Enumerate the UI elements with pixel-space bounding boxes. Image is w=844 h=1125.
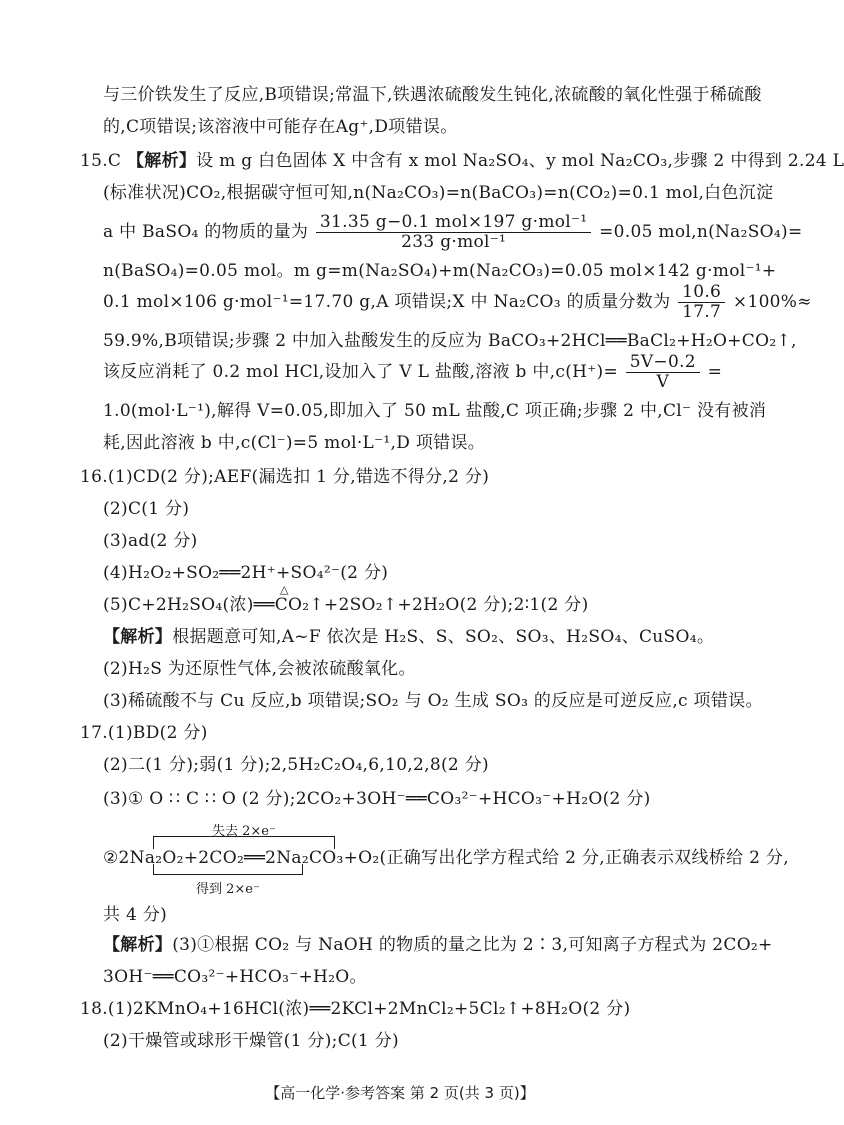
q16-line-4: (4)H₂O₂+SO₂══2H⁺+SO₄²⁻(2 分)	[103, 563, 389, 583]
q16-line-1: 16.(1)CD(2 分);AEF(漏选扣 1 分,错选不得分,2 分)	[80, 467, 490, 487]
text: =0.05 mol,n(Na₂SO₄)=	[599, 222, 803, 242]
q15-line-4: n(BaSO₄)=0.05 mol。m g=m(Na₂SO₄)+m(Na₂CO₃)=0.05 mol×142 g·mol⁻¹+	[103, 261, 777, 281]
q16-line-2: (2)C(1 分)	[103, 499, 190, 519]
q16-analysis-1	[103, 626, 714, 648]
text: 该反应消耗了 0.2 mol HCl,设加入了 V L 盐酸,溶液 b 中,c(H⁺)=	[103, 362, 619, 382]
text: 设 m g 白色固体 X 中含有 x mol Na₂SO₄、y mol Na₂CO₃,步骤 2 中得到 2.24 L	[196, 151, 844, 171]
text-line: 与三价铁发生了反应,B项错误;常温下,铁遇浓硫酸发生钝化,浓硫酸的氧化性强于稀硫酸	[103, 85, 762, 105]
bridge-bottom-label: 得到 2×e⁻	[196, 882, 260, 897]
q15-line-5	[103, 282, 812, 322]
q15-line-9: 耗,因此溶液 b 中,c(Cl⁻)=5 mol·L⁻¹,D 项错误。	[103, 433, 486, 453]
page-footer: 【高一化学·参考答案 第 2 页(共 3 页)】	[265, 1084, 535, 1102]
q15-line-8: 1.0(mol·L⁻¹),解得 V=0.05,即加入了 50 mL 盐酸,C 项正确;步骤 2 中,Cl⁻ 没有被消	[103, 401, 767, 421]
fraction-numerator: 31.35 g−0.1 mol×197 g·mol⁻¹	[316, 213, 592, 233]
q17-analysis-2: 3OH⁻══CO₃²⁻+HCO₃⁻+H₂O。	[103, 967, 367, 987]
q16-analysis-3: (3)稀硫酸不与 Cu 反应,b 项错误;SO₂ 与 O₂ 生成 SO₃ 的反应是可逆反应,c 项错误。	[103, 691, 763, 711]
q15-line-2: (标准状况)CO₂,根据碳守恒可知,n(Na₂CO₃)=n(BaCO₃)=n(CO₂)=0.1 mol,白色沉淀	[103, 183, 774, 203]
q17-analysis-1	[103, 934, 773, 956]
fraction	[316, 213, 592, 252]
fraction-denominator: 233 g·mol⁻¹	[401, 232, 507, 252]
fraction-denominator: 17.7	[682, 302, 722, 322]
q15-line-6: 59.9%,B项错误;步骤 2 中加入盐酸发生的反应为 BaCO₃+2HCl══BaCl₂+H₂O+CO₂↑,	[103, 331, 797, 351]
text: 0.1 mol×106 g·mol⁻¹=17.70 g,A 项错误;X 中 Na₂CO₃ 的质量分数为	[103, 292, 671, 312]
q15-line-1	[80, 150, 844, 172]
q16-line-5: (5)C+2H₂SO₄(浓)══CO₂↑+2SO₂↑+2H₂O(2 分);2∶1(2 分)	[103, 595, 589, 615]
q16-analysis-2: (2)H₂S 为还原性气体,会被浓硫酸氧化。	[103, 659, 416, 679]
q15-number: 15.C	[80, 151, 122, 171]
q16-line-3: (3)ad(2 分)	[103, 531, 198, 551]
q17-line-5: 共 4 分)	[103, 905, 168, 925]
q15-line-7	[103, 352, 722, 392]
q17-line-3: (3)① O ∷ C ∷ O (2 分);2CO₂+3OH⁻══CO₃²⁻+HCO₃⁻+H₂O(2 分)	[103, 789, 651, 809]
q17-line-1: 17.(1)BD(2 分)	[80, 723, 208, 743]
fraction-numerator: 10.6	[678, 283, 725, 303]
delta-symbol: △	[280, 583, 289, 596]
text: ×100%≈	[732, 292, 812, 312]
text: 根据题意可知,A~F 依次是 H₂S、S、SO₂、SO₃、H₂SO₄、CuSO₄。	[172, 627, 715, 647]
text: (3)①根据 CO₂ 与 NaOH 的物质的量之比为 2∶3,可知离子方程式为 2CO₂+	[172, 935, 773, 955]
fraction-denominator: V	[656, 372, 670, 392]
analysis-tag: 【解析】	[103, 935, 173, 955]
q18-line-2: (2)干燥管或球形干燥管(1 分);C(1 分)	[103, 1031, 399, 1051]
analysis-tag: 【解析】	[103, 627, 173, 647]
q15-line-3	[103, 212, 803, 252]
fraction-numerator: 5V−0.2	[626, 353, 700, 373]
bridge-top-label: 失去 2×e⁻	[212, 824, 276, 839]
fraction	[678, 283, 725, 322]
text-line: 的,C项错误;该溶液中可能存在Ag⁺,D项错误。	[103, 117, 458, 137]
q18-line-1: 18.(1)2KMnO₄+16HCl(浓)══2KCl+2MnCl₂+5Cl₂↑+8H₂O(2 分)	[80, 999, 631, 1019]
fraction	[626, 353, 700, 392]
text: =	[707, 362, 723, 382]
q17-line-4: ②2Na₂O₂+2CO₂══2Na₂CO₃+O₂(正确写出化学方程式给 2 分,正确表示双线桥给 2 分,	[103, 848, 789, 868]
q17-line-2: (2)二(1 分);弱(1 分);2,5H₂C₂O₄,6,10,2,8(2 分)	[103, 755, 489, 775]
analysis-tag: 【解析】	[126, 151, 197, 171]
text: a 中 BaSO₄ 的物质的量为	[103, 222, 309, 242]
